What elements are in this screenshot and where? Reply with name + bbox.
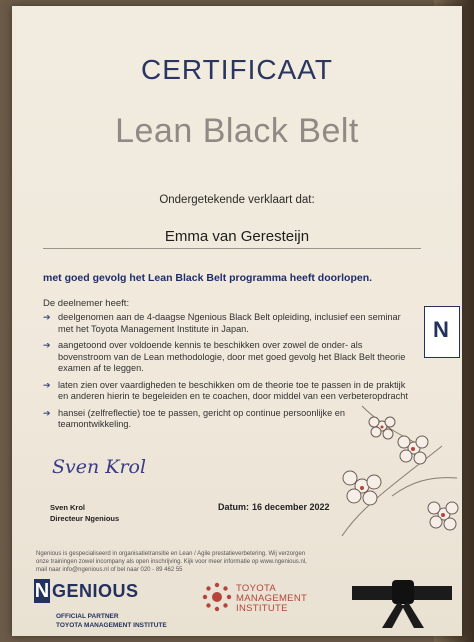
certificate-subtitle: Lean Black Belt [115,112,359,150]
declaration-text: Ondergetekende verklaart dat: [159,194,315,206]
signature: Sven Krol [52,456,147,478]
black-belt-icon [352,572,452,628]
list-item: ➔ deelgenomen aan de 4-daagse Ngenious Black Belt opleiding, inclusief een seminar met het Toyota Management Institute in Japan. [43,312,401,334]
ngenious-side-badge: N [424,306,460,358]
name-underline [43,248,421,249]
certificate-paper [12,6,462,636]
signer-title: Directeur Ngenious [50,514,120,523]
tmi-line-2: MANAGEMENT [236,593,308,604]
list-item: ➔ aangetoond over voldoende kennis te beschikken over zowel de onder- als bovenstroom van de Lean methodologie, door met goed gevolg het Black Belt theorie examen af te leggen. [43,340,406,373]
logo-letter: N [34,580,50,602]
certificate-title: CERTIFICAAT [141,54,333,85]
footer-info: Ngenious is gespecialiseerd in organisatietransitie en Lean / Agile prestatieverbetering. Wij verzorgen onze trainingen zowel incompany als open inschrijving. Kijk voor meer informatie op www.ngenious.nl, mail naar info@ngenious.nl of bel naar 020 - 89 462 55 [36,551,307,573]
participant-intro: De deelnemer heeft: [43,298,130,309]
gear-sun-icon [202,582,232,612]
cherry-blossom-icon [302,386,462,546]
date-value: 16 december 2022 [252,502,330,512]
arrow-right-icon: ➔ [43,340,51,350]
arrow-right-icon: ➔ [43,407,51,418]
date-label: Datum: [218,502,249,512]
partner-line-1: OFFICIAL PARTNER [56,613,119,620]
partner-line-2: TOYOTA MANAGEMENT INSTITUTE [56,622,167,629]
recipient-name: Emma van Geresteijn [164,228,310,245]
list-item: ➔ laten zien over vaardigheden te beschikken om de theorie toe te passen in de praktijk en anderen hierin te begeleiden en te coachen, door middel van een verbeteropdracht [43,379,408,401]
completion-statement: met goed gevolg het Lean Black Belt programma heeft doorlopen. [43,272,373,284]
signer-name: Sven Krol [50,503,86,512]
logo-word: GENIOUS [52,580,139,601]
tmi-line-1: TOYOTA [236,583,276,594]
arrow-right-icon: ➔ [43,379,51,390]
ngenious-logo [34,578,139,604]
arrow-right-icon: ➔ [43,312,51,322]
tmi-line-3: INSTITUTE [236,603,288,614]
list-item: ➔ hansei (zelfreflectie) toe te passen, gericht op continue persoonlijke en teamontwikkeling. [43,407,346,429]
